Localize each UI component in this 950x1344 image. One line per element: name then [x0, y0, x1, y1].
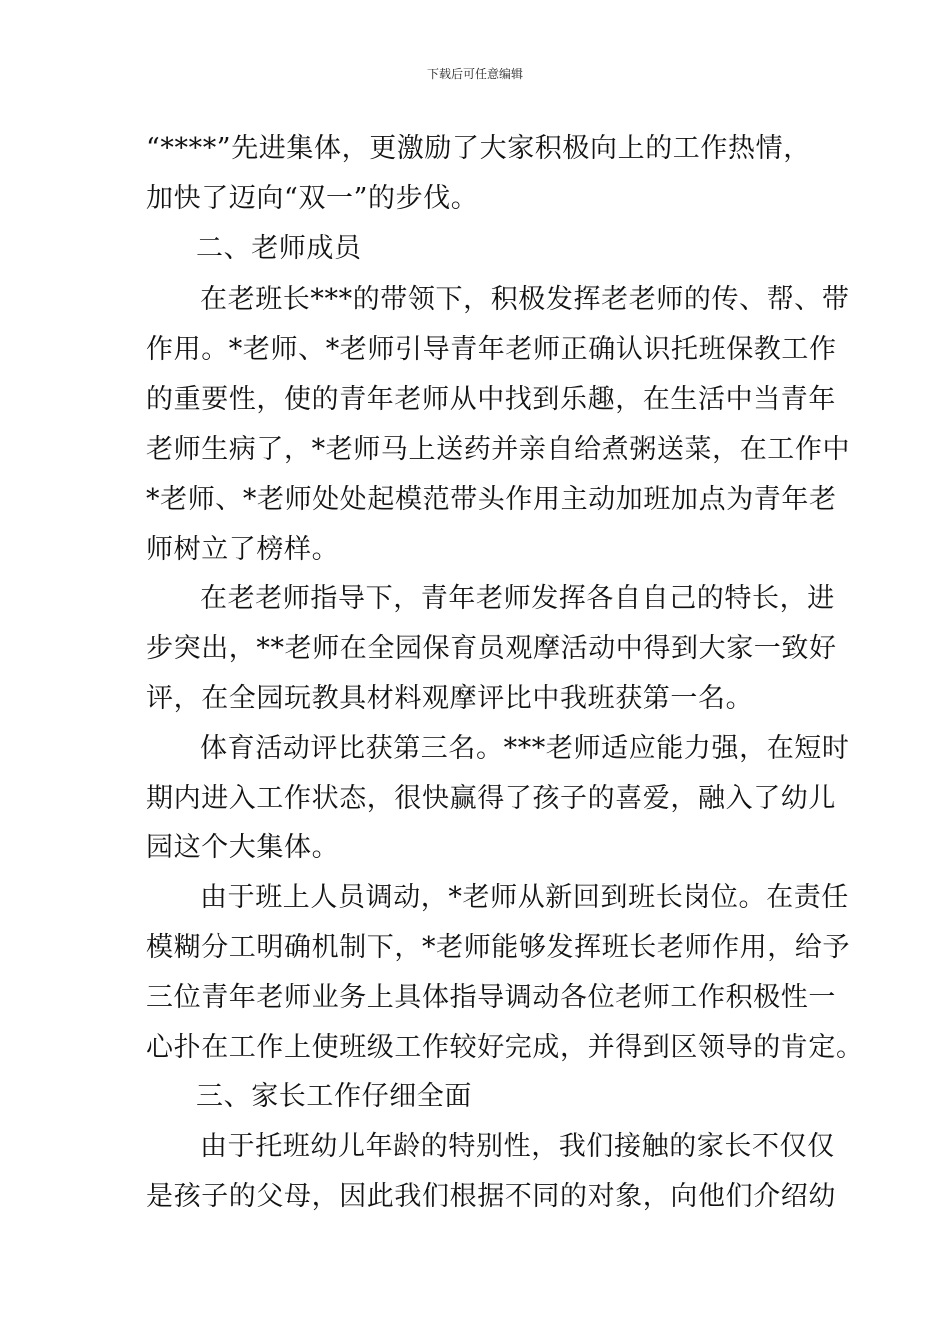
text-line: 是孩子的父母，因此我们根据不同的对象，向他们介绍幼 [146, 1181, 836, 1212]
text-line: 体育活动评比获第三名。***老师适应能力强，在短时 [200, 733, 850, 764]
page-header-note: 下载后可任意编辑 [426, 67, 523, 81]
text-line: *老师、*老师处处起模范带头作用主动加班加点为青年老 [146, 484, 837, 515]
text-line: 作用。*老师、*老师引导青年老师正确认识托班保教工作 [146, 334, 837, 365]
text-line: 在老老师指导下，青年老师发挥各自自己的特长，进 [200, 583, 835, 614]
text-line: 步突出，**老师在全园保育员观摩活动中得到大家一致好 [146, 633, 837, 664]
text-line: 在老班长***的带领下，积极发挥老老师的传、帮、带 [200, 284, 850, 315]
section-heading-parents: 三、家长工作仔细全面 [196, 1081, 472, 1112]
text-line: 三位青年老师业务上具体指导调动各位老师工作积极性一 [146, 982, 836, 1013]
text-line: 模糊分工明确机制下，*老师能够发挥班长老师作用，给予 [146, 932, 851, 963]
text-line: 期内进入工作状态，很快赢得了孩子的喜爱，融入了幼儿 [146, 783, 836, 814]
section-heading-teachers: 二、老师成员 [196, 233, 362, 264]
text-line: 心扑在工作上使班级工作较好完成，并得到区领导的肯定。 [146, 1032, 864, 1063]
text-line: “****”先进集体，更激励了大家积极向上的工作热情， [146, 133, 811, 164]
text-line: 评，在全园玩教具材料观摩评比中我班获第一名。 [146, 683, 754, 714]
text-line: 园这个大集体。 [146, 832, 340, 863]
text-line: 加快了迈向“双一”的步伐。 [146, 183, 479, 214]
text-line: 的重要性，使的青年老师从中找到乐趣，在生活中当青年 [146, 384, 836, 415]
text-line: 师树立了榜样。 [146, 534, 340, 565]
text-line: 由于班上人员调动，*老师从新回到班长岗位。在责任 [200, 882, 849, 913]
text-line: 老师生病了，*老师马上送药并亲自给煮粥送菜，在工作中 [146, 434, 851, 465]
text-line: 由于托班幼儿年龄的特别性，我们接触的家长不仅仅 [200, 1131, 835, 1162]
